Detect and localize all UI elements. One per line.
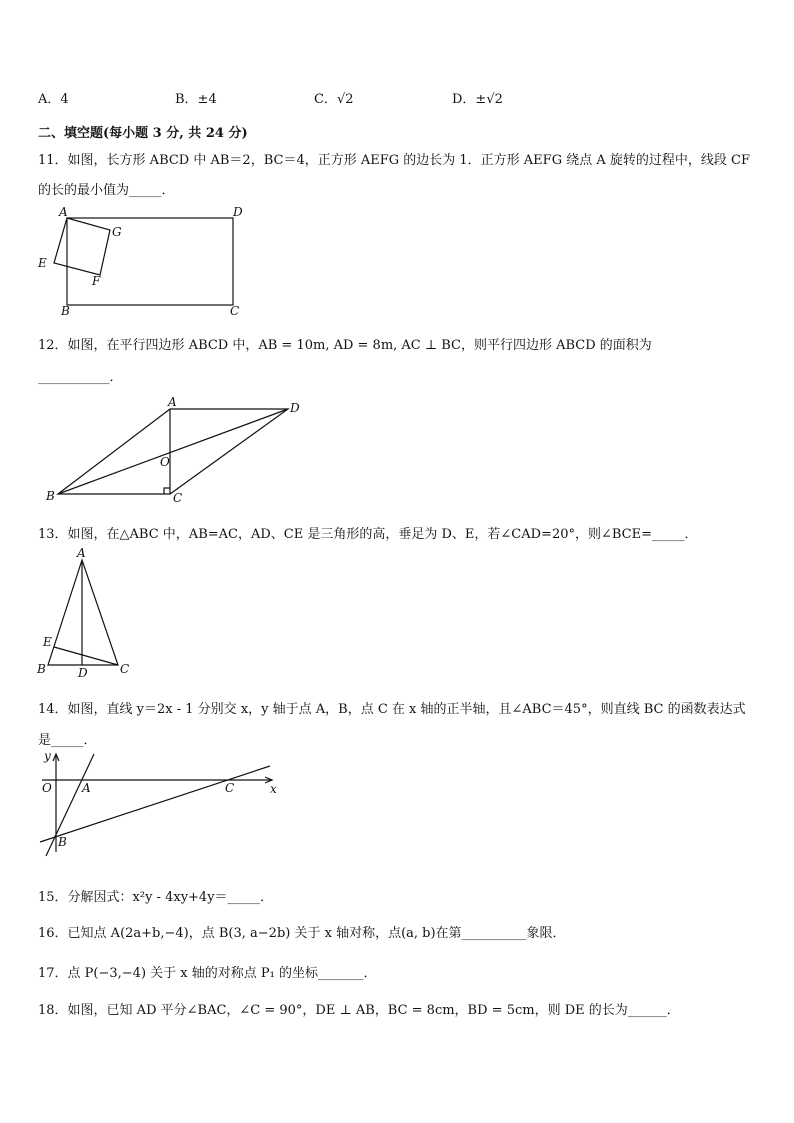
q13-label-e: E (43, 635, 52, 649)
line-ab (46, 754, 94, 856)
q15-text: 15．分解因式：x²y - 4xy+4y＝_____． (38, 890, 274, 905)
choice-d: D．±√2 (452, 92, 503, 107)
diagonal-bd (58, 409, 288, 494)
q11-label-e: E (38, 256, 47, 270)
right-angle-mark (164, 488, 170, 494)
q11-label-g: G (112, 225, 122, 239)
q14-label-c: C (225, 781, 235, 795)
q13-text-line1: 13．如图，在△ABC 中，AB=AC，AD、CE 是三角形的高，垂足为 D、E，若∠CAD=20°，则∠BCE=_____． (38, 527, 698, 542)
q14-figure (34, 748, 294, 860)
q14-label-a: A (82, 781, 91, 795)
q14-text-line2: 是_____． (38, 733, 97, 748)
altitude-ce (54, 647, 118, 665)
q11-text-line2: 的长的最小值为_____． (38, 183, 175, 198)
q11-text-line1: 11．如图，长方形 ABCD 中 AB＝2，BC＝4，正方形 AEFG 的边长为 1．正方形 AEFG 绕点 A 旋转的过程中，线段 CF (38, 153, 750, 168)
q13-label-b: B (37, 662, 46, 676)
q14-label-y: y (44, 749, 51, 763)
q12-text-line2: ___________． (38, 370, 123, 385)
q12-figure (40, 396, 320, 506)
q11-label-a: A (59, 205, 68, 219)
choice-c: C．√2 (314, 92, 354, 107)
choice-b: B．±4 (175, 92, 217, 107)
q18-text: 18．如图，已知 AD 平分∠BAC，∠C = 90°，DE ⊥ AB，BC = 8cm，BD = 5cm，则 DE 的长为______． (38, 1003, 680, 1018)
q11-figure (30, 205, 270, 318)
q14-label-o: O (42, 781, 52, 795)
q13-figure (34, 546, 144, 678)
rectangle-abcd (67, 218, 233, 305)
q12-label-d: D (290, 401, 300, 415)
q12-label-a: A (168, 395, 177, 409)
q12-label-c: C (173, 491, 183, 505)
q12-label-o: O (160, 455, 170, 469)
q14-label-x: x (270, 782, 277, 796)
q11-label-b: B (61, 304, 70, 318)
q17-text: 17．点 P(−3,−4) 关于 x 轴的对称点 P₁ 的坐标_______． (38, 966, 377, 981)
q11-label-f: F (92, 274, 101, 288)
q12-text-line1: 12．如图，在平行四边形 ABCD 中，AB = 10m, AD = 8m, AC ⊥ BC，则平行四边形 ABCD 的面积为 (38, 338, 652, 353)
section-title: 二、填空题(每小题 3 分, 共 24 分) (38, 126, 248, 141)
square-aefg (54, 218, 110, 275)
q13-label-a: A (77, 546, 86, 560)
q13-label-c: C (120, 662, 130, 676)
q11-label-d: D (233, 205, 243, 219)
q12-label-b: B (46, 489, 55, 503)
choice-a: A．4 (38, 92, 69, 107)
q14-text-line1: 14．如图，直线 y＝2x - 1 分别交 x，y 轴于点 A，B，点 C 在 x 轴的正半轴，且∠ABC＝45°，则直线 BC 的函数表达式 (38, 702, 746, 717)
q16-text: 16．已知点 A(2a+b,−4)，点 B(3, a−2b) 关于 x 轴对称，点(a, b)在第__________象限． (38, 926, 566, 941)
line-bc (40, 766, 270, 842)
q13-label-d: D (78, 666, 88, 680)
q14-label-b: B (58, 835, 67, 849)
q11-label-c: C (230, 304, 240, 318)
triangle-abc (48, 560, 118, 665)
